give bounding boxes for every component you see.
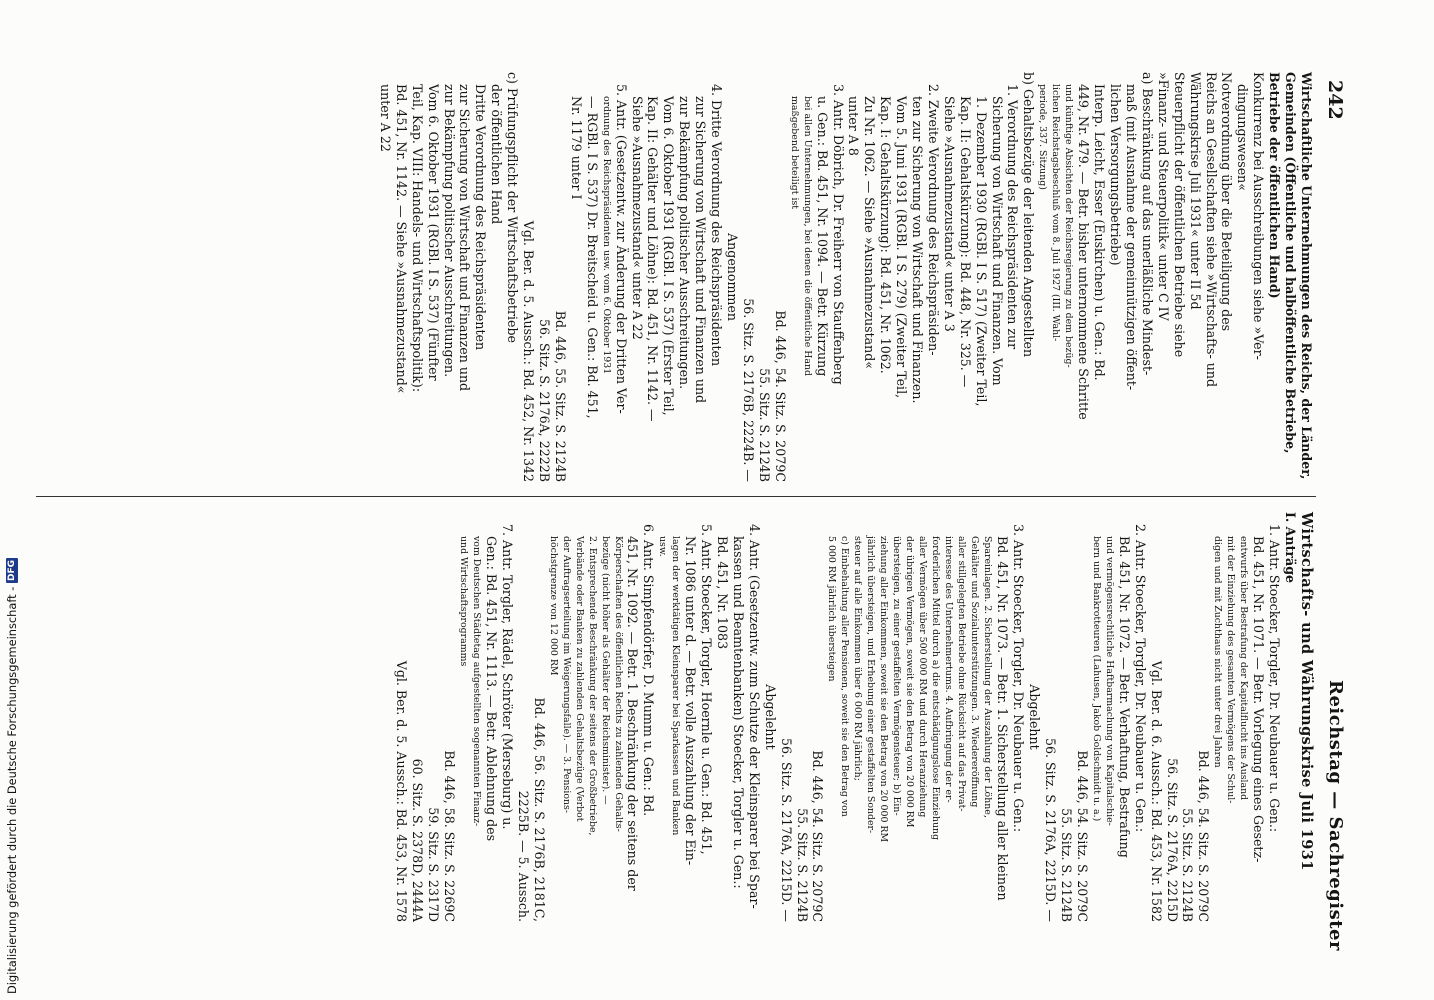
text-line: höchstgrenze von 12 000 RM	[547, 536, 559, 676]
text-line: ordnung des Reichspräsidenten usw. vom 6. Oktober 1931	[600, 96, 612, 375]
text-line: unter A 22	[377, 84, 393, 152]
text-line: der übrigen Vermögen, soweit sie den Betrag von 20 000 RM	[904, 536, 916, 828]
text-line: Angenommen	[725, 233, 740, 321]
text-line: Gen.: Bd. 451, Nr. 1113. — Betr. Ablehnung des	[483, 536, 499, 842]
text-line: Interp. Leicht, Esser (Euskirchen) u. Gen.: Bd.	[1092, 84, 1108, 381]
text-line: zur Bekämpfung politischer Ausschreitungen.	[677, 96, 693, 390]
text-line: steuer auf alle Einkommen über 6 000 RM jährlich;	[852, 536, 864, 781]
footer-strip	[0, 0, 30, 1000]
text-line: zur Sicherung von Wirtschaft und Finanzen und	[457, 84, 473, 392]
text-line: Siehe »Ausnahmezustand« unter A 3	[941, 96, 957, 332]
text-line: 56. Sitz. S. 2176A, 2222B	[537, 318, 553, 482]
text-line: Bd. 446, 55. Sitz. S. 2124B	[552, 310, 568, 482]
text-line: bern und Bankrotteuren (Lahusen, Jakob Goldschmidt u. a.)	[1090, 536, 1102, 822]
text-line: der Auftragserteilung im Weigerungsfalle). — 3. Pensions-	[560, 536, 572, 813]
text-line: Steuerpflicht der öffentlichen Betriebe siehe	[1171, 72, 1187, 358]
text-line: zur Sicherung von Wirtschaft und Finanzen und	[693, 96, 709, 404]
text-line: der öffentlichen Hand	[489, 84, 505, 225]
text-line: und Wirtschaftsprogramms	[457, 536, 469, 667]
text-line: interesse des Unternehmertums. 4. Aufbringung der er-	[943, 536, 955, 803]
right-column	[393, 512, 1314, 922]
text-line: 2. Entsprechende Beschränkung der seitens der Großbetriebe,	[586, 536, 598, 836]
text-line: Bd. 451, Nr. 1073. — Betr. 1. Sicherstellung aller kleinen	[995, 536, 1011, 901]
text-line: 2. Antr. Stoecker, Torgler, Dr. Neubauer u. Gen.:	[1132, 524, 1148, 833]
text-line: digen und mit Zuchthaus nicht unter drei Jahren	[1212, 536, 1224, 768]
text-line: maß (mit Ausnahme der gemeinnützigen öffent-	[1124, 84, 1140, 391]
text-line: ten zur Sicherung von Wirtschaft und Finanzen.	[910, 96, 926, 404]
text-line: aller stillgelegten Betriebe ohne Rücksicht auf das Privat-	[956, 536, 968, 812]
text-line: bezüge (nicht höher als Gehälter der Reichsminister). —	[599, 536, 611, 805]
text-line: 56. Sitz. S. 2176A, 2215D. —	[778, 737, 794, 922]
text-line: Bd. 451, Nr. 1071. — Betr. Vorlegung eines Gesetz-	[1251, 536, 1267, 863]
text-line: 1. Dezember 1930 (RGBl. I S. 517) (Zweiter Teil,	[973, 96, 989, 407]
text-line: Bd. 446, 54. Sitz. S. 2079C	[810, 750, 826, 922]
text-line: mit der Einziehung des gesamten Vermögens der Schul-	[1225, 536, 1237, 804]
text-line: 55. Sitz. S. 2124B	[756, 368, 772, 482]
text-line: Wirtschafts- und Währungskrise Juli 1931	[1298, 512, 1315, 871]
text-line: usw.	[657, 536, 669, 557]
text-line: Abgelehnt	[762, 684, 778, 750]
text-line: 4. Antr. (Gesetzentw. zum Schutze der Kleinsparer bei Spar-	[746, 524, 762, 909]
text-line: 6. Antr. Simpfendörfer, D. Mumm u. Gen.: Bd.	[641, 524, 657, 817]
text-line: lichen Versorgungsbetriebe)	[1108, 84, 1124, 266]
text-line: 2. Zweite Verordnung des Reichspräsiden-	[925, 84, 941, 356]
text-line: 60. Sitz. S. 2378D, 2444A	[410, 758, 426, 922]
text-line: Vom 6. Oktober 1931 (RGBl. I S. 537) (Erster Teil,	[661, 96, 677, 416]
text-line: 449, Nr. 479. — Betr. bisher unternommene Schritte	[1076, 84, 1092, 420]
text-line: c) Einbehaltung aller Pensionen, soweit sie den Betrag von	[839, 536, 851, 817]
text-line: 1. Antr. Stoecker, Torgler, Dr. Neubauer u. Gen.:	[1267, 524, 1283, 833]
text-line: Gehälter und Sozialunterstützungen. 3. Wiedereröffnung	[969, 536, 981, 808]
text-line: Siehe »Ausnahmezustand« unter A 22	[629, 96, 645, 340]
text-line: jährlich übersteigen, und Erhebung einer gestaffelten Sonder-	[865, 536, 877, 834]
text-line: Sicherung von Wirtschaft und Finanzen. Vom	[989, 96, 1005, 386]
text-line: Währungskrise Juli 1931« unter II 5d	[1187, 72, 1203, 310]
text-line: Nr. 1086 unter d. — Betr. volle Auszahlung der Ein-	[683, 536, 699, 866]
text-line: 451, Nr. 1092. — Betr. 1. Beschränkung der seitens der	[625, 536, 641, 891]
text-line: 1. Verordnung des Reichspräsidenten zur	[1005, 84, 1021, 350]
text-line: aller Vermögen über 500 000 RM und durch Heranziehung	[917, 536, 929, 818]
text-line: dingungswesen«	[1235, 84, 1251, 191]
text-line: Notverordnung über die Beteiligung des	[1219, 72, 1235, 332]
text-line: 3. Antr. Stoecker, Torgler, Dr. Neubauer u. Gen.:	[1011, 524, 1027, 833]
text-line: 59. Sitz. S. 2317D	[426, 807, 441, 922]
text-line: 4. Dritte Verordnung des Reichspräsidenten	[709, 84, 725, 367]
text-line: Reichs an Gesellschaften siehe »Wirtschafts- und	[1203, 72, 1219, 388]
text-line: 3. Antr. Döbrich, Dr. Freiherr von Stauffenberg	[830, 84, 846, 385]
text-line: vom Deutschen Städtetag aufgestellten sogenannten Finanz-	[470, 536, 482, 827]
text-line: Bd. 446, 58. Sitz. S. 2269C	[441, 750, 457, 922]
text-line: maßgebend beteiligt ist	[788, 96, 800, 210]
running-head: Reichstag — Sachregister	[1325, 680, 1346, 951]
text-line: und vermögensrechtliche Haftbarmachung von Kapitalschie-	[1103, 536, 1115, 826]
text-line: 5 000 RM jährlich übersteigen	[826, 536, 838, 682]
text-line: Abgelehnt	[1027, 684, 1043, 750]
text-line: Vgl. Ber. d. 5. Aussch.: Bd. 453, Nr. 1578	[394, 660, 410, 922]
text-line: I. Anträge	[1283, 512, 1299, 584]
text-line: 5. Antr. (Gesetzentw. zur Änderung der Dritten Ver-	[613, 84, 629, 414]
text-line: Nr. 1179 unter I	[568, 96, 584, 200]
text-line: Bd. 446, 54. Sitz. S. 2079C	[772, 310, 788, 482]
text-line: entwurfs über Bestrafung der Kapitalflucht ins Ausland	[1238, 536, 1250, 801]
text-line: Kap. II: Gehaltskürzung): Bd. 448, Nr. 325. —	[957, 96, 973, 388]
text-line: 7. Antr. Torgler, Rädel, Schröter (Merseburg) u.	[499, 524, 515, 830]
text-line: und künftige Absichten der Reichsregierung zu dem bezüg-	[1063, 84, 1075, 368]
text-line: periode, 337. Sitzung)	[1037, 84, 1049, 190]
text-line: Vom 5. Juni 1931 (RGBl. I S. 279) (Zweiter Teil,	[894, 96, 910, 399]
text-line: lichen Reichstagsbeschluß vom 8. Juli 1927 (III. Wahl-	[1050, 84, 1062, 342]
text-line: Bd. 451, Nr. 1072. — Betr. Verhaftung, Bestrafung	[1116, 536, 1132, 858]
text-line: Vgl. Ber. d. 5. Aussch.: Bd. 452, Nr. 1342	[521, 220, 537, 482]
text-line: c) Prüfungspflicht der Wirtschaftsbetriebe	[505, 72, 521, 343]
page-number: 242	[1324, 80, 1346, 120]
text-line: Bd. 446, 54. Sitz. S. 2079C	[1074, 750, 1090, 922]
text-line: b) Gehaltsbezüge der leitenden Angestellten	[1021, 72, 1037, 358]
text-line: 56. Sitz. S. 2176A, 2215D. —	[1043, 737, 1059, 922]
text-line: 2225B. — 5. Aussch.	[515, 790, 531, 922]
text-line: ziehung aller Einkommen, soweit sie den Betrag von 20 000 RM	[878, 536, 890, 843]
text-line: 5. Antr. Stoecker, Torgler, Hoernle u. Gen.: Bd. 451,	[699, 524, 715, 855]
text-line: kassen und Beamtenbanken) Stoecker, Torgler u. Gen.:	[730, 536, 746, 889]
text-line: 55. Sitz. S. 2124B	[1059, 808, 1075, 922]
text-line: zur Bekämpfung politischer Ausschreitungen.	[441, 84, 457, 378]
footer-credit-text: Digitalisierung gefördert durch die Deutsche Forschungsgemeinschaft -	[5, 586, 19, 994]
text-line: 56. Sitz. S. 2176A, 2215D	[1164, 758, 1180, 922]
text-line: Teil, Kap. VIII: Handels- und Wirtschaftspolitik):	[409, 84, 425, 393]
footer-credit	[3, 0, 21, 994]
text-line: Vom 6. Oktober 1931 (RGBl. I S. 537) (Fünfter	[425, 84, 441, 381]
text-line: Kap. II: Gehälter und Löhne): Bd. 451, Nr. 1142. —	[645, 96, 661, 422]
text-line: Körperschaften des öffentlichen Rechts zu zahlenden Gehalts-	[612, 536, 624, 832]
text-line: 55. Sitz. S. 2124B	[1180, 808, 1196, 922]
text-line: Betriebe der öffentlichen Hand)	[1267, 72, 1283, 299]
left-column	[377, 72, 1314, 482]
text-line: Kap. I: Gehaltskürzung): Bd. 451, Nr. 1062.	[878, 96, 894, 374]
text-line: Spareinlagen. 2. Sicherstellung der Auszahlung der Löhne,	[982, 536, 994, 818]
text-line: Bd. 451, Nr. 1142. — Siehe »Ausnahmezustand«	[393, 84, 409, 394]
text-line: Vgl. Ber. d. 6. Aussch.: Bd. 453, Nr. 1582	[1148, 660, 1164, 922]
dfg-logo-icon: DFG	[7, 559, 17, 581]
text-line: »Finanz- und Steuerpolitik« unter C IV	[1155, 72, 1171, 321]
text-line: Bd. 446, 54. Sitz. S. 2079C	[1196, 750, 1212, 922]
text-line: — RGBl. I S. 537) Dr. Breitscheid u. Gen.: Bd. 451,	[584, 96, 600, 419]
text-line: u. Gen.: Bd. 451, Nr. 1094. — Betr. Kürzung	[814, 96, 830, 377]
text-line: Wirtschaftliche Unternehmungen des Reichs, der Länder,	[1299, 72, 1314, 480]
text-line: Bd. 446, 56. Sitz. S. 2176B, 2181C,	[531, 697, 547, 922]
text-line: lagen der werktätigen Kleinsparer bei Sparkassen und Banken	[670, 536, 682, 836]
text-line: 56. Sitz. S. 2176B, 2224B. —	[740, 298, 756, 482]
text-line: forderlichen Mittel durch a) die entschädigungslose Einziehung	[930, 536, 942, 841]
text-line: Gemeinden (Öffentliche und halböffentliche Betriebe,	[1283, 72, 1299, 454]
text-line: Dritte Verordnung des Reichspräsidenten	[473, 84, 489, 351]
text-line: 55. Sitz. S. 2124B	[794, 808, 810, 922]
column-divider	[36, 496, 1316, 497]
text-line: bei allen Unternehmungen, bei denen die öffentliche Hand	[801, 96, 813, 377]
text-line: Zu Nr. 1062. — Siehe »Ausnahmezustand«	[862, 96, 878, 370]
text-line: Konkurrenz bei Ausschreibungen siehe »Ver-	[1251, 72, 1267, 360]
text-line: a) Beschränkung auf das unerläßliche Mindest-	[1139, 72, 1155, 376]
text-line: unter A 8	[846, 96, 862, 156]
text-line: Verbände oder Banken zu zahlenden Gehaltsbezüge (Verbot	[573, 536, 585, 822]
text-line: Bd. 451, Nr. 1083	[715, 536, 731, 650]
text-line: übersteigen, zu einer gestaffelten Vermögensteuer; b) Ein-	[891, 536, 903, 816]
